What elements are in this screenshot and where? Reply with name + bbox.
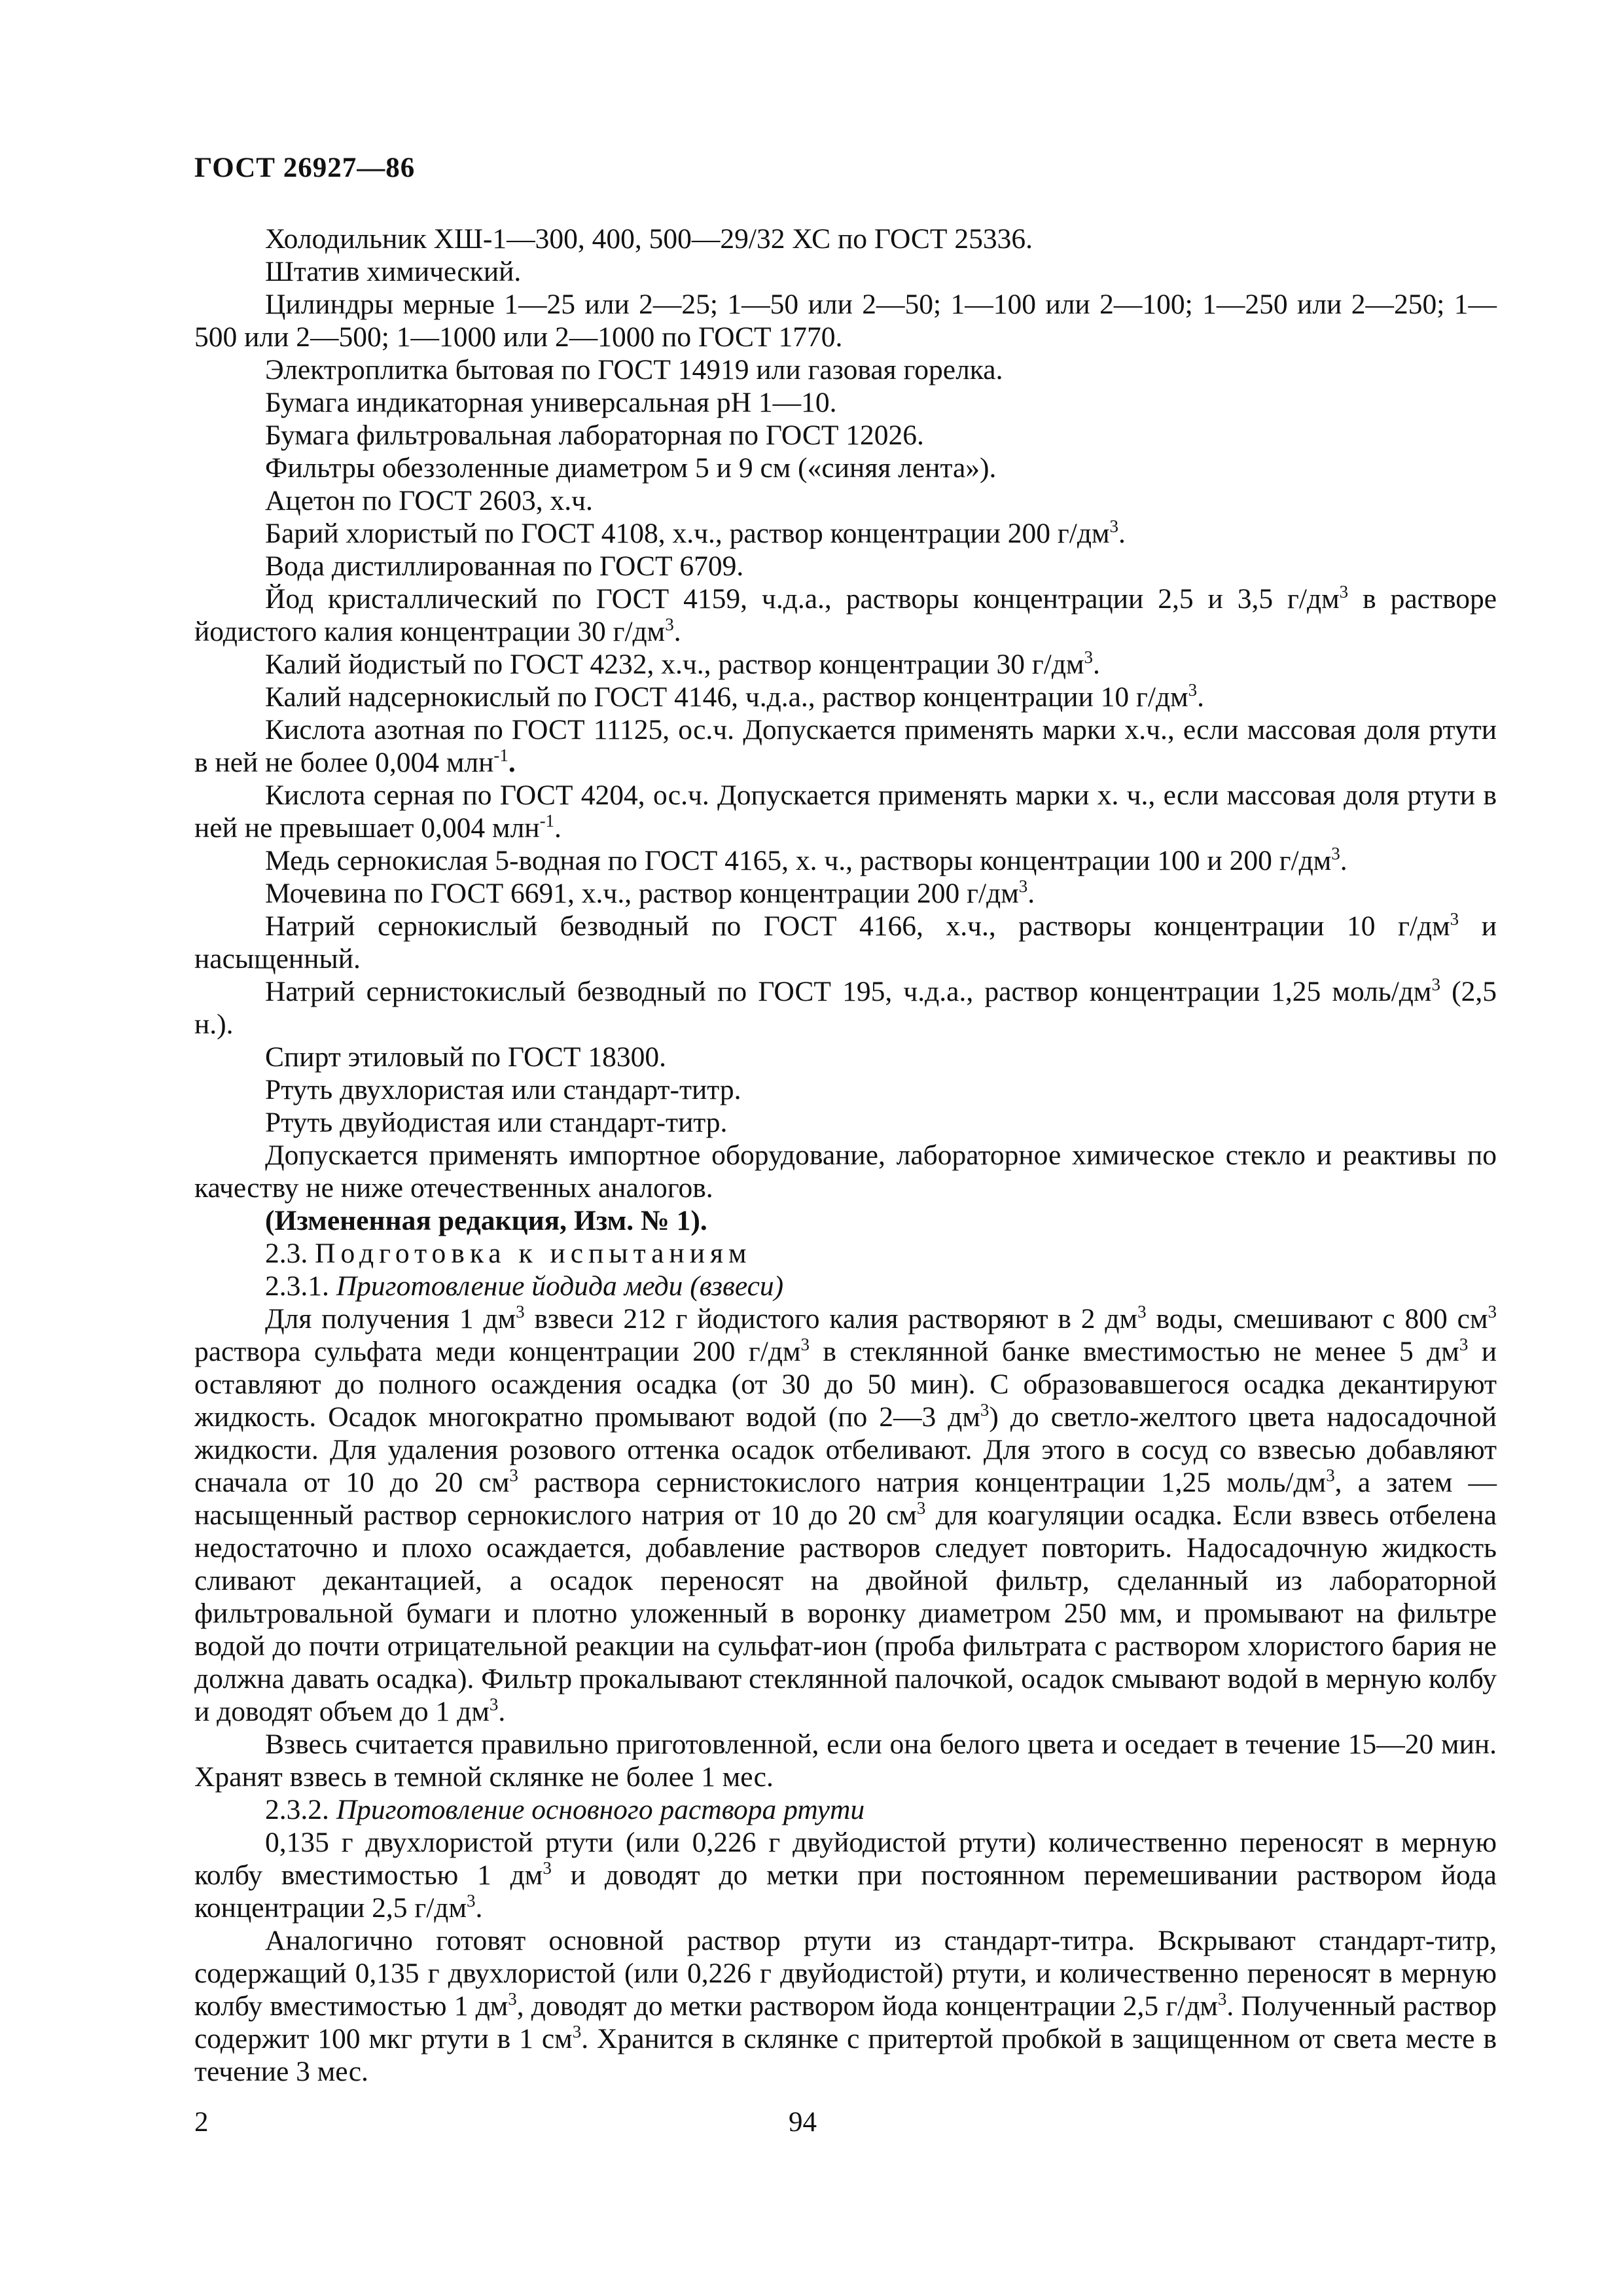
paragraph: Ртуть двухлористая или стандарт-титр.: [265, 1074, 741, 1105]
paragraph: Взвесь считается правильно приготовленной, если она белого цвета и оседает в течение 15—20 мин. Хранят взвесь в темной склянке не более 1 мес.: [194, 1729, 1497, 1793]
paragraph: Калий йодистый по ГОСТ 4232, х.ч., раствор концентрации 30 $г/дм^3$.: [265, 647, 1100, 680]
revision-note: (Измененная редакция, Изм. № 1).: [265, 1205, 707, 1236]
paragraph: Кислота азотная по ГОСТ 11125, ос.ч. Допускается применять марки х.ч., если массовая доля ртути в ней не более 0,004 млн$^{-1}$.: [194, 714, 1497, 778]
paragraph: Ртуть двуйодистая или стандарт-титр.: [265, 1107, 728, 1138]
paragraph: Аналогично готовят основной раствор ртути из стандарт-титра. Вскрывают стандарт-титр, содержащий 0,135 г двухлористой (или 0,226 г двуйодистой) ртути, и количественно переносят в мерную колбу вместимостью 1 $дм^3$, доводят до метки раствором йода концентрации 2,5 $г/дм^3$. Полученный раствор содержит 100 мкг ртути в 1 $см^3$. Хранится в склянке с притертой пробкой в защищенном от света месте в течение 3 мес.: [194, 1925, 1497, 2087]
document-header: ГОСТ 26927—86: [194, 152, 416, 183]
paragraph: Фильтры обеззоленные диаметром 5 и 9 см («синяя лента»).: [265, 452, 997, 484]
paragraph: Спирт этиловый по ГОСТ 18300.: [265, 1041, 666, 1073]
paragraph: Барий хлористый по ГОСТ 4108, х.ч., раствор концентрации 200 $г/дм^3$.: [265, 516, 1126, 549]
paragraph: Допускается применять импортное оборудование, лабораторное химическое стекло и реактивы по качеству не ниже отечественных аналогов.: [194, 1139, 1497, 1204]
section-heading: 2.3. Подготовка к испытаниям: [265, 1238, 752, 1269]
paragraph: Натрий сернокислый безводный по ГОСТ 4166, х.ч., растворы концентрации 10 $г/дм^3$ и насыщенный.: [194, 908, 1497, 975]
paragraph: Холодильник ХШ-1—300, 400, 500—29/32 ХС по ГОСТ 25336.: [265, 223, 1033, 255]
paragraph: Для получения 1 $дм^3$ взвеси 212 г йодистого калия растворяют в 2 $дм^3$ воды, смешивают с 800 $см^3$ раствора сульфата меди концентрации 200 $г/дм^3$ в стеклянной банке вместимостью не менее 5 $дм^3$ и оставляют до полного осаждения осадка (от 30 до 50 мин). С образовавшегося осадка декантируют жидкость. Осадок многократно промывают водой (по 2—3 $дм^3$) до светло-желтого цвета надосадочной жидкости. Для удаления розового оттенка осадок отбеливают. Для этого в сосуд со взвесью добавляют сначала от 10 до 20 $см^3$ раствора сернистокислого натрия концентрации 1,25 моль/$дм^3$, а затем — насыщенный раствор сернокислого натрия от 10 до 20 $см^3$ для коагуляции осадка. Если взвесь отбелена недостаточно и плохо осаждается, добавление растворов следует повторить. Надосадочную жидкость сливают декантацией, а осадок переносят на двойной фильтр, сделанный из лабораторной фильтровальной бумаги и плотно уложенный в воронку диаметром 250 мм, и промывают на фильтре водой до почти отрицательной реакции на сульфат-ион (проба фильтрата с раствором хлористого бария не должна давать осадка). Фильтр прокалывают стеклянной палочкой, осадок смывают водой в мерную колбу и доводят объем до 1 $дм^3$.: [194, 1301, 1497, 1727]
subsection-heading: 2.3.2. Приготовление основного раствора ртути: [265, 1794, 865, 1825]
paragraph: Штатив химический.: [265, 256, 522, 287]
paragraph: Цилиндры мерные 1—25 или 2—25; 1—50 или 2—50; 1—100 или 2—100; 1—250 или 2—250; 1—500 или 2—500; 1—1000 или 2—1000 по ГОСТ 1770.: [194, 289, 1497, 353]
paragraph: Бумага фильтровальная лабораторная по ГОСТ 12026.: [265, 420, 924, 451]
document-body: [194, 223, 1497, 2088]
paragraph: Кислота серная по ГОСТ 4204, ос.ч. Допускается применять марки х. ч., если массовая доля ртути в ней не превышает 0,004 млн$^{-1}$.: [194, 780, 1497, 844]
paragraph: Натрий сернистокислый безводный по ГОСТ 195, ч.д.а., раствор концентрации 1,25 моль/$дм^3$ (2,5 н.).: [194, 974, 1497, 1040]
paragraph: Ацетон по ГОСТ 2603, х.ч.: [265, 485, 593, 516]
paragraph: Вода дистиллированная по ГОСТ 6709.: [265, 550, 744, 582]
paragraph: Калий надсернокислый по ГОСТ 4146, ч.д.а., раствор концентрации 10 $г/дм^3$.: [265, 679, 1204, 713]
paragraph: Медь сернокислая 5-водная по ГОСТ 4165, х. ч., растворы концентрации 100 и 200 $г/дм^3$.: [265, 843, 1347, 876]
page-number-left: 2: [194, 2107, 209, 2138]
paragraph: Бумага индикаторная универсальная рН 1—10.: [265, 387, 837, 418]
page-number-center: 94: [789, 2107, 817, 2138]
paragraph: Йод кристаллический по ГОСТ 4159, ч.д.а., растворы концентрации 2,5 и 3,5 $г/дм^3$ в растворе йодистого калия концентрации 30 $г/дм^3$.: [194, 581, 1497, 647]
paragraph: Мочевина по ГОСТ 6691, х.ч., раствор концентрации 200 $г/дм^3$.: [265, 876, 1035, 909]
paragraph: Электроплитка бытовая по ГОСТ 14919 или газовая горелка.: [265, 354, 1003, 386]
subsection-heading: 2.3.1. Приготовление йодида меди (взвеси): [265, 1270, 784, 1302]
paragraph: 0,135 г двухлористой ртути (или 0,226 г двуйодистой ртути) количественно переносят в мерную колбу вместимостью 1 $дм^3$ и доводят до метки при постоянном перемешивании раствором йода концентрации 2,5 $г/дм^3$.: [194, 1827, 1497, 1924]
